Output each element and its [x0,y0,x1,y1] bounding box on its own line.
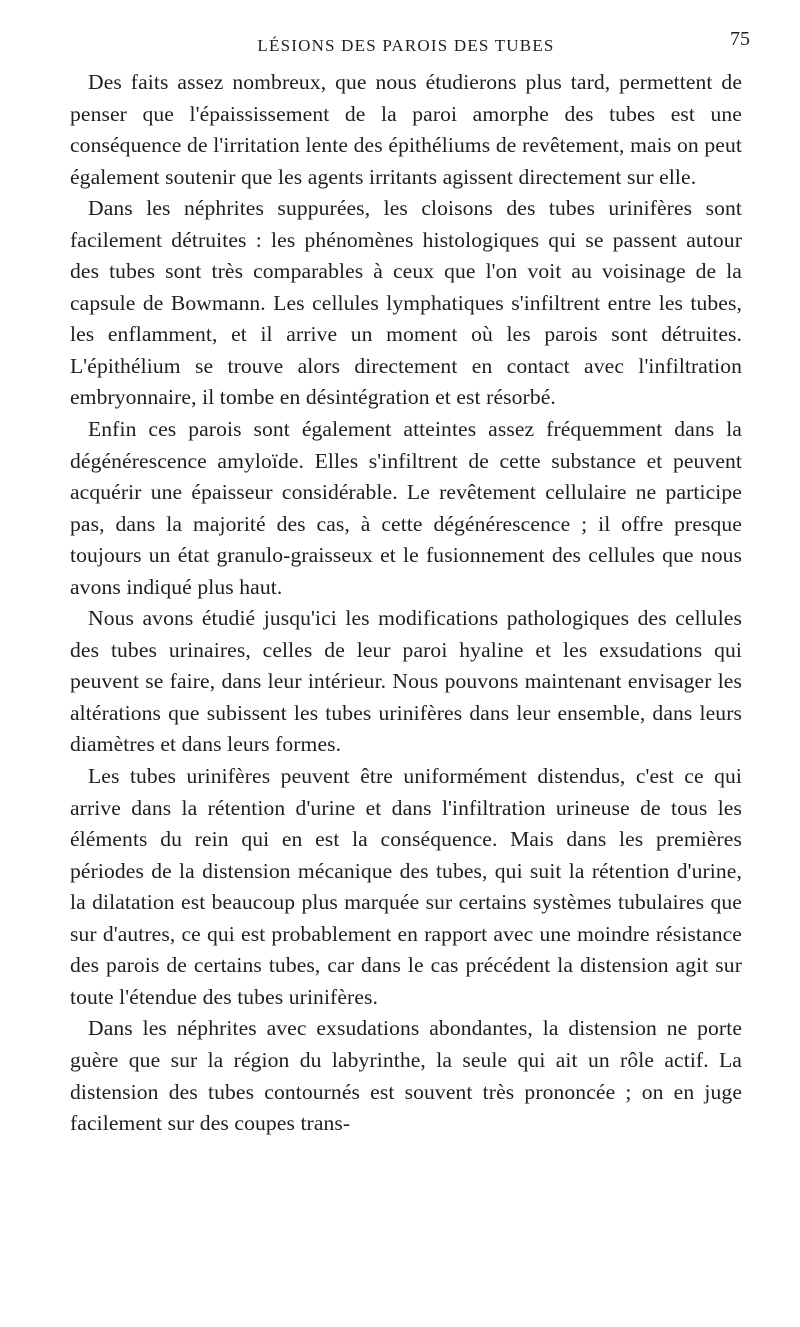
page-number: 75 [730,28,750,50]
body-text [70,67,742,1140]
running-title: LÉSIONS DES PAROIS DES TUBES [257,36,555,55]
running-head [70,0,750,55]
paragraph: Les tubes urinifères peuvent être uniformément distendus, c'est ce qui arrive dans la rétention d'urine et dans l'infiltration urineuse de tous les éléments du rein qui en est la conséquence. Mais dans les premières périodes de la distension mécanique des tubes, qui suit la rétention d'urine, la dilatation est beaucoup plus marquée sur certains systèmes tubulaires que sur d'autres, ce qui est probablement en rapport avec une moindre résistance des parois de certains tubes, car dans le cas précédent la distension agit sur toute l'étendue des tubes urinifères. [70,764,742,1009]
paragraph: Nous avons étudié jusqu'ici les modifications pathologiques des cellules des tubes urinaires, celles de leur paroi hyaline et les exsudations qui peuvent se faire, dans leur intérieur. Nous pouvons maintenant envisager les altérations que subissent les tubes urinifères dans leur ensemble, dans leurs diamètres et dans leurs formes. [70,606,742,757]
paragraph: Des faits assez nombreux, que nous étudierons plus tard, permettent de penser que l'épaississement de la paroi amorphe des tubes est une conséquence de l'irritation lente des épithéliums de revêtement, mais on peut également soutenir que les agents irritants agissent directement sur elle. [70,70,742,189]
book-page [70,0,750,1136]
paragraph: Enfin ces parois sont également atteintes assez fréquemment dans la dégénérescence amyloïde. Elles s'infiltrent de cette substance et peuvent acquérir une épaisseur considérable. Le revêtement cellulaire ne participe pas, dans la majorité des cas, à cette dégénérescence ; il offre presque toujours un état granulo-graisseux et le fusionnement des cellules que nous avons indiqué plus haut. [70,417,742,599]
paragraph: Dans les néphrites suppurées, les cloisons des tubes urinifères sont facilement détruites : les phénomènes histologiques qui se passent autour des tubes sont très comparables à ceux que l'on voit au voisinage de la capsule de Bowmann. Les cellules lymphatiques s'infiltrent entre les tubes, les enflamment, et il arrive un moment où les parois sont détruites. L'épithélium se trouve alors directement en contact avec l'infiltration embryonnaire, il tombe en désintégration et est résorbé. [70,196,742,410]
paragraph: Dans les néphrites avec exsudations abondantes, la distension ne porte guère que sur la région du labyrinthe, la seule qui ait un rôle actif. La distension des tubes contournés est souvent très prononcée ; on en juge facilement sur des coupes trans- [70,1016,742,1136]
